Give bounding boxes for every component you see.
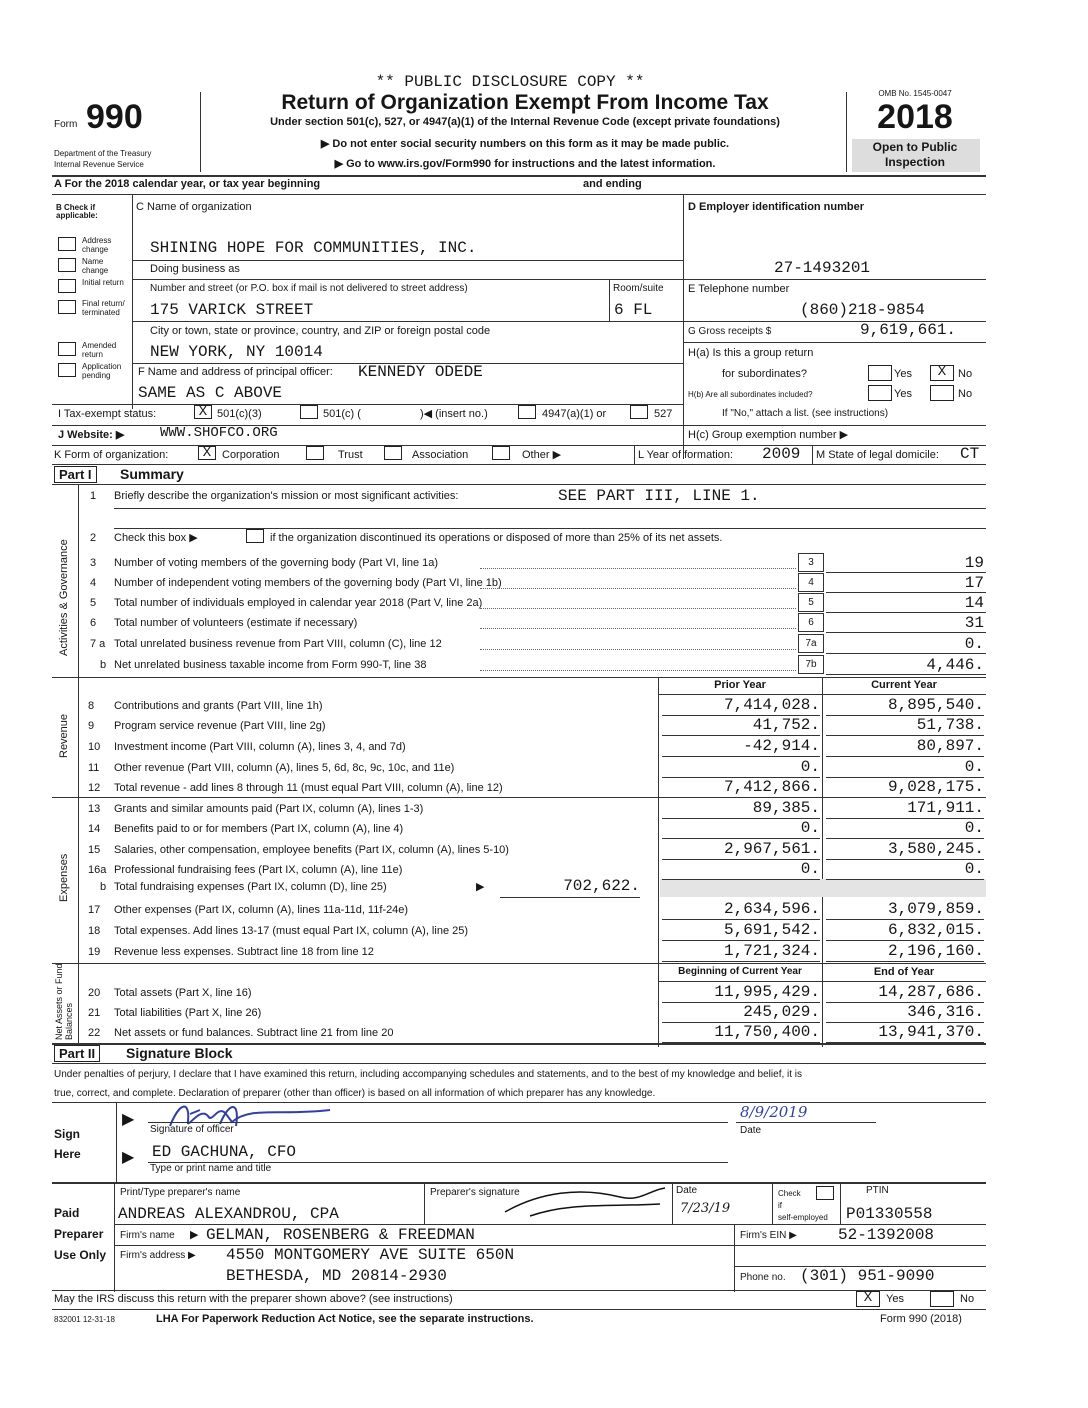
- line16b-arrow: ▶: [476, 881, 485, 893]
- current-year-value: 80,897.: [916, 737, 984, 755]
- prior-year-value: 2,967,561.: [723, 840, 820, 858]
- trust-checkbox[interactable]: [306, 446, 324, 460]
- prior-underline: [662, 797, 820, 798]
- prior-underline: [662, 919, 820, 920]
- ha-no-checkbox[interactable]: X: [930, 365, 954, 381]
- current-underline: [826, 859, 984, 860]
- name-title-label: Type or print name and title: [150, 1163, 272, 1174]
- current-underline: [826, 940, 984, 941]
- amount-line-num: 8: [88, 700, 95, 712]
- city-state-zip: NEW YORK, NY 10014: [150, 343, 323, 361]
- open-to-public: Open to Public: [872, 140, 958, 154]
- current-year-value: 9,028,175.: [887, 778, 984, 796]
- tax-year: 2018: [877, 98, 953, 136]
- gov-dots: [480, 649, 796, 650]
- current-year-value: 8,895,540.: [887, 696, 984, 714]
- prep-signature-label: Preparer's signature: [430, 1187, 520, 1198]
- prior-year-value: 1,721,324.: [723, 942, 820, 960]
- line1-label: Briefly describe the organization's mission or most significant activities:: [114, 490, 459, 502]
- amount-line-num: 13: [88, 803, 101, 815]
- amount-line-num: 19: [88, 946, 101, 958]
- telephone-value: (860)218-9854: [800, 301, 925, 319]
- amount-line-num: 18: [88, 925, 101, 937]
- amount-line-label: Other revenue (Part VIII, column (A), lines 5, 6d, 8c, 9c, 10c, and 11e): [114, 762, 455, 774]
- phone-label: Phone no.: [740, 1272, 786, 1283]
- current-year-value: 6,832,015.: [887, 921, 984, 939]
- check-initial-return: Initial return: [82, 278, 124, 287]
- gov-underline: [826, 674, 986, 675]
- current-underline: [826, 838, 984, 839]
- ein-value: 27-1493201: [774, 259, 871, 277]
- use-only-label: Use Only: [54, 1248, 107, 1262]
- officer-name-title: ED GACHUNA, CFO: [152, 1143, 297, 1161]
- 527-checkbox[interactable]: [630, 405, 648, 419]
- prior-year-value: 11,995,429.: [714, 983, 820, 1001]
- gov-line-value: 14: [964, 594, 984, 612]
- name-arrow: ▶: [122, 1149, 135, 1166]
- gov-line-label: Net unrelated business taxable income from Form 990-T, line 38: [114, 659, 427, 671]
- hb-note: If "No," attach a list. (see instructions): [722, 408, 889, 419]
- check-application-pending: Application pending: [82, 362, 122, 380]
- trust-label: Trust: [338, 449, 363, 461]
- discuss-yes-checkbox[interactable]: X: [856, 1291, 880, 1307]
- gov-dots: [480, 670, 796, 671]
- firm-ein: 52-1392008: [838, 1226, 935, 1244]
- firm-ein-label: Firm's EIN ▶: [740, 1230, 797, 1241]
- amount-line-num: 12: [88, 782, 101, 794]
- prior-year-value: 11,750,400.: [714, 1023, 820, 1041]
- prior-year-value: 0.: [800, 860, 820, 878]
- col-end-year: End of Year: [873, 966, 935, 978]
- 527-label: 527: [654, 408, 673, 420]
- prior-underline: [662, 756, 820, 757]
- prior-year-value: 7,412,866.: [723, 778, 820, 796]
- gov-line-box: 7a: [798, 634, 824, 653]
- firm-name: GELMAN, ROSENBERG & FREEDMAN: [206, 1226, 475, 1244]
- gov-dots: [480, 568, 796, 569]
- gov-line-value: 4,446.: [926, 656, 984, 674]
- dba-label: Doing business as: [150, 263, 240, 275]
- street-address: 175 VARICK STREET: [150, 301, 314, 319]
- gov-line-value: 19: [964, 554, 984, 572]
- amount-line-num: 15: [88, 844, 101, 856]
- amount-line-num: 20: [88, 987, 101, 999]
- perjury-statement-2: true, correct, and complete. Declaration of preparer (other than officer) is based on all information of which preparer has any knowledge.: [54, 1088, 656, 1099]
- gov-line-value: 31: [964, 614, 984, 632]
- gov-line-label: Number of independent voting members of the governing body (Part VI, line 1b): [114, 577, 502, 589]
- gov-line-num: b: [100, 659, 107, 671]
- 501c3-label: 501(c)(3): [217, 408, 262, 420]
- sign-arrow: ▶: [122, 1111, 135, 1128]
- side-revenue: Revenue: [58, 713, 70, 758]
- c-name-label: C Name of organization: [136, 201, 252, 213]
- form-title: Return of Organization Exempt From Income Tax: [281, 91, 769, 114]
- gov-line-label: Total number of volunteers (estimate if necessary): [114, 617, 358, 629]
- gov-line-label: Number of voting members of the governing body (Part VI, line 1a): [114, 557, 439, 569]
- lha-notice: LHA For Paperwork Reduction Act Notice, see the separate instructions.: [156, 1313, 534, 1325]
- amount-line-num: 17: [88, 904, 101, 916]
- signature-of-officer-label: Signature of officer: [150, 1124, 234, 1135]
- self-employed-label: self-employed: [778, 1213, 828, 1222]
- amount-line-num: 14: [88, 823, 101, 835]
- part2-tag: Part II: [54, 1045, 100, 1062]
- website-label: J Website: ▶: [58, 429, 125, 441]
- corporation-checkbox[interactable]: X: [198, 446, 216, 460]
- current-year-value: 0.: [964, 860, 984, 878]
- 501c3-checkbox[interactable]: X: [194, 405, 212, 419]
- hb-no-checkbox[interactable]: [930, 385, 954, 401]
- self-employed-checkbox[interactable]: [816, 1186, 834, 1200]
- legal-domicile-label: M State of legal domicile:: [816, 449, 939, 461]
- ha-label-2: for subordinates?: [722, 368, 807, 380]
- prior-underline: [662, 735, 820, 736]
- current-year-value: 13,941,370.: [878, 1023, 984, 1041]
- amount-line-label: Total revenue - add lines 8 through 11 (must equal Part VIII, column (A), line 12): [114, 782, 503, 794]
- side-expenses: Expenses: [58, 853, 70, 902]
- gov-line-value: 17: [964, 574, 984, 592]
- prior-year-value: -42,914.: [743, 737, 820, 755]
- current-year-value: 0.: [964, 819, 984, 837]
- amount-line-label: Benefits paid to or for members (Part IX, column (A), line 4): [114, 823, 404, 835]
- current-underline: [826, 961, 984, 962]
- paid-label: Paid: [54, 1206, 80, 1220]
- 501c-checkbox[interactable]: [300, 405, 318, 419]
- ein-label: D Employer identification number: [688, 201, 865, 213]
- form-number: 990: [86, 98, 143, 136]
- current-underline: [826, 818, 984, 819]
- gov-line-num: 6: [90, 617, 97, 629]
- firm-address-2: BETHESDA, MD 20814-2930: [226, 1267, 447, 1285]
- sign-date-label: Date: [740, 1125, 762, 1136]
- principal-officer-label: F Name and address of principal officer:: [138, 366, 333, 378]
- part1-title: Summary: [120, 466, 184, 482]
- public-disclosure-banner: ** PUBLIC DISCLOSURE COPY **: [375, 73, 645, 91]
- part2-title: Signature Block: [126, 1045, 233, 1061]
- side-net-assets: Net Assets or Fund Balances: [54, 963, 74, 1040]
- amount-line-label: Investment income (Part VIII, column (A), lines 3, 4, and 7d): [114, 741, 406, 753]
- amount-line-label: Professional fundraising fees (Part IX, column (A), line 11e): [114, 864, 403, 876]
- irs-discuss-question: May the IRS discuss this return with the preparer shown above? (see instructions): [54, 1293, 453, 1305]
- prior-underline: [662, 1042, 820, 1043]
- gov-line-num: 7 a: [90, 638, 106, 650]
- prior-underline: [662, 818, 820, 819]
- prior-year-value: 89,385.: [752, 799, 820, 817]
- current-year-value: 171,911.: [907, 799, 984, 817]
- organization-name: SHINING HOPE FOR COMMUNITIES, INC.: [150, 239, 477, 257]
- part1-tag: Part I: [54, 466, 97, 483]
- telephone-label: E Telephone number: [688, 283, 790, 295]
- current-year-value: 346,316.: [907, 1003, 984, 1021]
- gross-receipts-value: 9,619,661.: [860, 321, 957, 339]
- amount-line-label: Grants and similar amounts paid (Part IX, column (A), lines 1-3): [114, 803, 424, 815]
- prep-date-label: Date: [676, 1185, 698, 1196]
- amount-line-num: 21: [88, 1007, 101, 1019]
- amount-line-label: Program service revenue (Part VIII, line 2g): [114, 720, 326, 732]
- prior-underline: [662, 940, 820, 941]
- amount-line-label: Total assets (Part X, line 16): [114, 987, 252, 999]
- gov-dots: [480, 628, 796, 629]
- ha-yes-label: Yes: [894, 368, 912, 380]
- mission-value: SEE PART III, LINE 1.: [558, 487, 760, 505]
- gov-underline: [826, 612, 986, 613]
- if-label: if: [778, 1201, 782, 1210]
- ssn-notice: ▶ Do not enter social security numbers on this form as it may be made public.: [320, 138, 730, 150]
- name-change-checkbox[interactable]: [58, 258, 76, 272]
- firm-address-1: 4550 MONTGOMERY AVE SUITE 650N: [226, 1246, 515, 1264]
- gov-line-label: Total number of individuals employed in calendar year 2018 (Part V, line 2a): [114, 597, 483, 609]
- hb-label: H(b) Are all subordinates included?: [688, 390, 813, 399]
- prior-underline: [662, 961, 820, 962]
- current-underline: [826, 797, 984, 798]
- preparer-label: Preparer: [54, 1227, 104, 1241]
- line16b-num: b: [100, 881, 107, 893]
- amount-line-label: Contributions and grants (Part VIII, line 1h): [114, 700, 323, 712]
- inspection-label: Inspection: [884, 155, 945, 169]
- association-checkbox[interactable]: [384, 446, 402, 460]
- check-label: Check: [778, 1189, 801, 1198]
- gov-underline: [826, 632, 986, 633]
- col-current-year: Current Year: [871, 679, 937, 691]
- form-footer: Form 990 (2018): [880, 1313, 962, 1325]
- amount-line-num: 16a: [88, 864, 107, 876]
- prep-date-value: 7/23/19: [680, 1201, 731, 1216]
- gov-underline: [826, 572, 986, 573]
- firm-phone: (301) 951-9090: [800, 1267, 935, 1285]
- principal-officer-address: SAME AS C ABOVE: [138, 384, 283, 402]
- ha-label: H(a) Is this a group return: [688, 347, 814, 359]
- discuss-no-label: No: [960, 1293, 975, 1305]
- amount-line-label: Other expenses (Part IX, column (A), lines 11a-11d, 11f-24e): [114, 904, 409, 916]
- hb-no-label: No: [958, 388, 973, 400]
- current-underline: [826, 735, 984, 736]
- city-label: City or town, state or province, country, and ZIP or foreign postal code: [150, 325, 491, 337]
- gov-line-label: Total unrelated business revenue from Part VIII, column (C), line 12: [114, 638, 442, 650]
- current-year-value: 2,196,160.: [887, 942, 984, 960]
- irs-link-notice: ▶ Go to www.irs.gov/Form990 for instructions and the latest information.: [334, 158, 716, 170]
- col-beginning-year: Beginning of Current Year: [678, 966, 802, 977]
- line1-num: 1: [90, 490, 97, 502]
- line2-label: Check this box ▶: [114, 532, 198, 544]
- amount-line-num: 22: [88, 1027, 101, 1039]
- ha-yes-checkbox[interactable]: [868, 365, 892, 381]
- line16b-label: Total fundraising expenses (Part IX, column (D), line 25): [114, 881, 387, 893]
- here-label: Here: [54, 1147, 81, 1161]
- current-year-value: 3,079,859.: [887, 900, 984, 918]
- line2-num: 2: [90, 532, 97, 544]
- final-return-checkbox[interactable]: [58, 300, 76, 314]
- amount-line-num: 11: [88, 762, 100, 774]
- form-subtitle: Under section 501(c), 527, or 4947(a)(1) of the Internal Revenue Code (except private foundations): [270, 116, 780, 128]
- prior-year-value: 5,691,542.: [723, 921, 820, 939]
- ptin-label: PTIN: [866, 1185, 889, 1196]
- amended-return-checkbox[interactable]: [58, 342, 76, 356]
- association-label: Association: [412, 449, 469, 461]
- 4947-label: 4947(a)(1) or: [542, 408, 607, 420]
- current-year-value: 3,580,245.: [887, 840, 984, 858]
- current-underline: [826, 879, 984, 880]
- ptin-value: P01330558: [846, 1205, 933, 1223]
- amount-line-label: Total expenses. Add lines 13-17 (must equal Part IX, column (A), line 25): [114, 925, 469, 937]
- gov-dots: [480, 608, 796, 609]
- dept-treasury: Department of the Treasury: [54, 149, 152, 158]
- year-formation-value: 2009: [762, 445, 801, 463]
- amount-line-label: Revenue less expenses. Subtract line 18 from line 12: [114, 946, 374, 958]
- form-code: 832001 12-31-18: [54, 1315, 115, 1324]
- form-of-org-label: K Form of organization:: [54, 449, 169, 461]
- other-label: Other ▶: [522, 449, 562, 461]
- gov-line-box: 4: [798, 573, 824, 592]
- prior-year-value: 0.: [800, 819, 820, 837]
- amount-line-num: 10: [88, 741, 101, 753]
- check-final-return: Final return/ terminated: [82, 299, 125, 317]
- discuss-yes-label: Yes: [886, 1293, 904, 1305]
- current-year-value: 51,738.: [916, 716, 984, 734]
- gov-underline: [826, 592, 986, 593]
- prior-year-value: 41,752.: [752, 716, 820, 734]
- perjury-statement-1: Under penalties of perjury, I declare that I have examined this return, including accompanying schedules and statements, and to the best of my knowledge and belief, it is: [54, 1069, 803, 1080]
- omb-number: OMB No. 1545-0047: [878, 89, 952, 98]
- preparer-name: ANDREAS ALEXANDROU, CPA: [118, 1205, 339, 1223]
- firm-address-label: Firm's address ▶: [120, 1250, 196, 1261]
- discontinued-checkbox[interactable]: [246, 529, 264, 543]
- corporation-label: Corporation: [222, 449, 280, 461]
- gov-line-value: 0.: [964, 635, 984, 653]
- amount-line-label: Total liabilities (Part X, line 26): [114, 1007, 262, 1019]
- gov-line-box: 5: [798, 593, 824, 612]
- prior-underline: [662, 838, 820, 839]
- line2-label-2: if the organization discontinued its operations or disposed of more than 25% of its net assets.: [270, 532, 723, 544]
- application-pending-checkbox[interactable]: [58, 363, 76, 377]
- form-label: Form: [54, 119, 78, 130]
- line-b-label: B Check if applicable:: [56, 203, 98, 220]
- current-underline: [826, 756, 984, 757]
- col-prior-year: Prior Year: [714, 679, 766, 691]
- initial-return-checkbox[interactable]: [58, 279, 76, 293]
- room-suite: 6 FL: [614, 301, 653, 319]
- year-formation-label: L Year of formation:: [638, 449, 733, 461]
- line16b-value: 702,622.: [563, 877, 640, 895]
- room-suite-label: Room/suite: [613, 283, 664, 294]
- gov-line-box: 3: [798, 553, 824, 572]
- prior-year-value: 2,634,596.: [723, 900, 820, 918]
- hc-label: H(c) Group exemption number ▶: [688, 429, 849, 441]
- irs-label: Internal Revenue Service: [54, 160, 144, 169]
- check-address-change: Address change: [82, 236, 112, 254]
- gross-receipts-label: G Gross receipts $: [688, 326, 772, 337]
- gov-dots: [480, 588, 796, 589]
- amount-line-label: Net assets or fund balances. Subtract line 21 from line 20: [114, 1027, 394, 1039]
- gov-line-num: 5: [90, 597, 97, 609]
- preparer-signature-icon: [500, 1182, 670, 1224]
- current-underline: [826, 1042, 984, 1043]
- sign-label: Sign: [54, 1127, 80, 1141]
- prep-name-label: Print/Type preparer's name: [120, 1187, 241, 1198]
- sign-date-value: 8/9/2019: [740, 1103, 808, 1121]
- gov-line-num: 3: [90, 557, 97, 569]
- line-a-ending: and ending: [583, 178, 642, 190]
- tax-exempt-status-label: I Tax-exempt status:: [58, 408, 157, 420]
- principal-officer-name: KENNEDY ODEDE: [358, 363, 483, 381]
- side-activities-governance: Activities & Governance: [58, 539, 70, 656]
- address-change-checkbox[interactable]: [58, 237, 76, 251]
- prior-underline: [662, 859, 820, 860]
- firm-name-label: Firm's name: [120, 1230, 175, 1241]
- 501c-label: 501(c) (: [323, 408, 361, 420]
- hb-yes-label: Yes: [894, 388, 912, 400]
- check-amended-return: Amended return: [82, 341, 117, 359]
- gov-line-box: 7b: [798, 655, 824, 674]
- amount-line-label: Salaries, other compensation, employee benefits (Part IX, column (A), lines 5-10): [114, 844, 509, 856]
- hb-yes-checkbox[interactable]: [868, 385, 892, 401]
- current-year-value: 0.: [964, 758, 984, 776]
- ha-no-label: No: [958, 368, 973, 380]
- insert-no-label: )◀ (insert no.): [420, 408, 488, 420]
- firm-name-arrow: ▶: [190, 1229, 199, 1241]
- prior-year-value: 7,414,028.: [723, 696, 820, 714]
- line-a-label: A For the 2018 calendar year, or tax year beginning: [54, 178, 321, 190]
- amount-line-num: 9: [88, 720, 95, 732]
- prior-year-value: 0.: [800, 758, 820, 776]
- gov-underline: [826, 653, 986, 654]
- legal-domicile-value: CT: [960, 445, 980, 463]
- current-year-value: 14,287,686.: [878, 983, 984, 1001]
- check-name-change: Name change: [82, 257, 109, 275]
- other-checkbox[interactable]: [492, 446, 510, 460]
- website-value: WWW.SHOFCO.ORG: [160, 425, 278, 441]
- 4947-checkbox[interactable]: [518, 405, 536, 419]
- discuss-no-checkbox[interactable]: [930, 1291, 954, 1307]
- gov-line-num: 4: [90, 577, 97, 589]
- prior-underline: [662, 879, 820, 880]
- gov-line-box: 6: [798, 613, 824, 632]
- current-underline: [826, 919, 984, 920]
- street-label: Number and street (or P.O. box if mail is not delivered to street address): [150, 283, 468, 294]
- prior-year-value: 245,029.: [743, 1003, 820, 1021]
